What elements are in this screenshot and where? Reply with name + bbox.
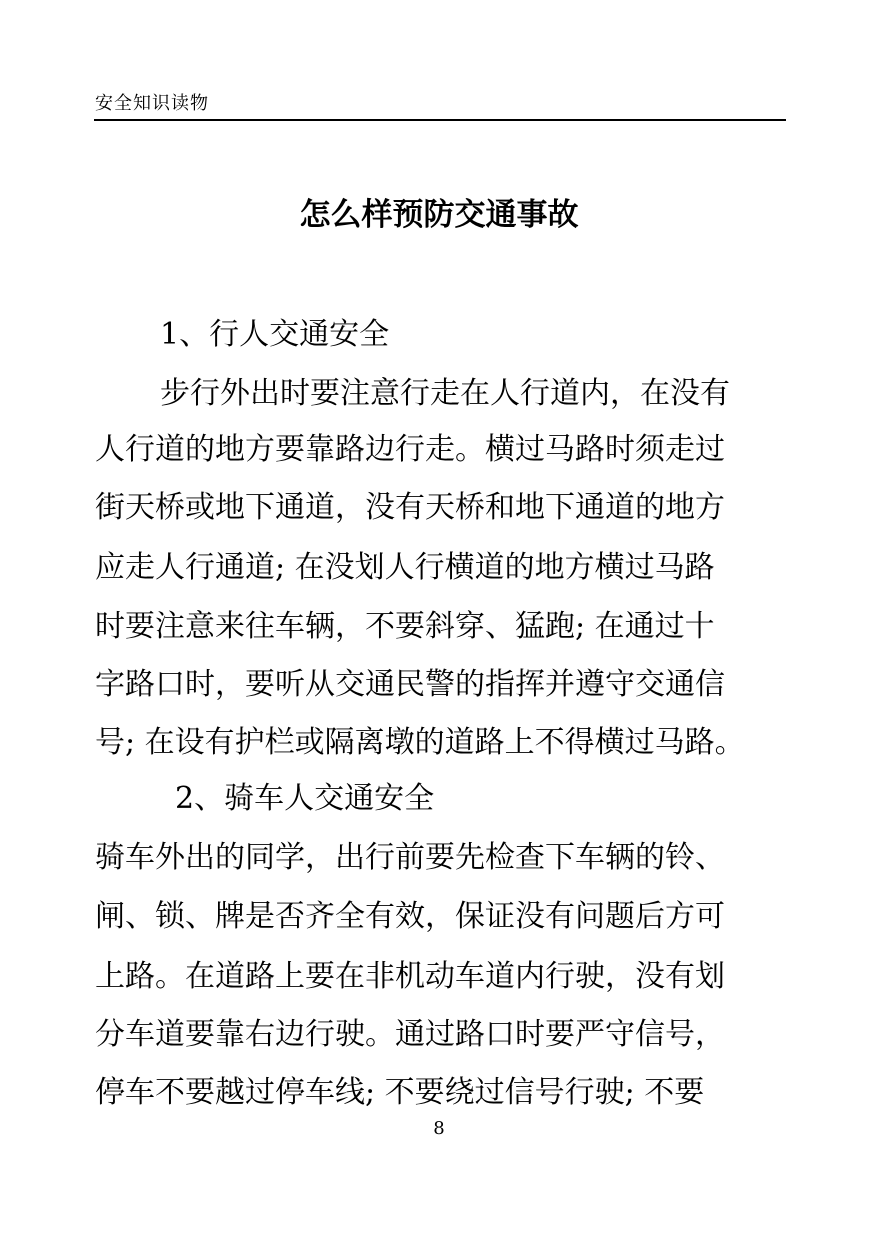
document-title: 怎么样预防交通事故 (299, 197, 579, 233)
section-heading: 1、行人交通安全 (160, 317, 390, 352)
paragraph-line: 上路。在道路上要在非机动车道内行驶，没有划 (95, 959, 725, 994)
paragraph-line: 时要注意来往车辆，不要斜穿、猛跑; 在通过十 (95, 609, 715, 644)
header-rule (94, 119, 786, 121)
paragraph-line: 人行道的地方要靠路边行走。横过马路时须走过 (95, 432, 725, 467)
header-text: 安全知识读物 (95, 93, 209, 114)
paragraph-line: 街天桥或地下通道，没有天桥和地下通道的地方 (95, 490, 725, 525)
section-heading: 2、骑车人交通安全 (175, 781, 435, 816)
paragraph-line: 闸、锁、牌是否齐全有效，保证没有问题后方可 (95, 899, 725, 934)
page-number: 8 (433, 1118, 445, 1139)
paragraph-line: 停车不要越过停车线; 不要绕过信号行驶; 不要 (95, 1075, 705, 1110)
paragraph-line: 骑车外出的同学，出行前要先检查下车辆的铃、 (95, 840, 725, 875)
paragraph-line: 应走人行通道; 在没划人行横道的地方横过马路 (95, 550, 715, 585)
paragraph-line: 号; 在设有护栏或隔离墩的道路上不得横过马路。 (95, 725, 745, 760)
paragraph-line: 步行外出时要注意行走在人行道内，在没有 (160, 376, 730, 411)
paragraph-line: 分车道要靠右边行驶。通过路口时要严守信号， (95, 1017, 725, 1052)
paragraph-line: 字路口时，要听从交通民警的指挥并遵守交通信 (95, 667, 725, 702)
